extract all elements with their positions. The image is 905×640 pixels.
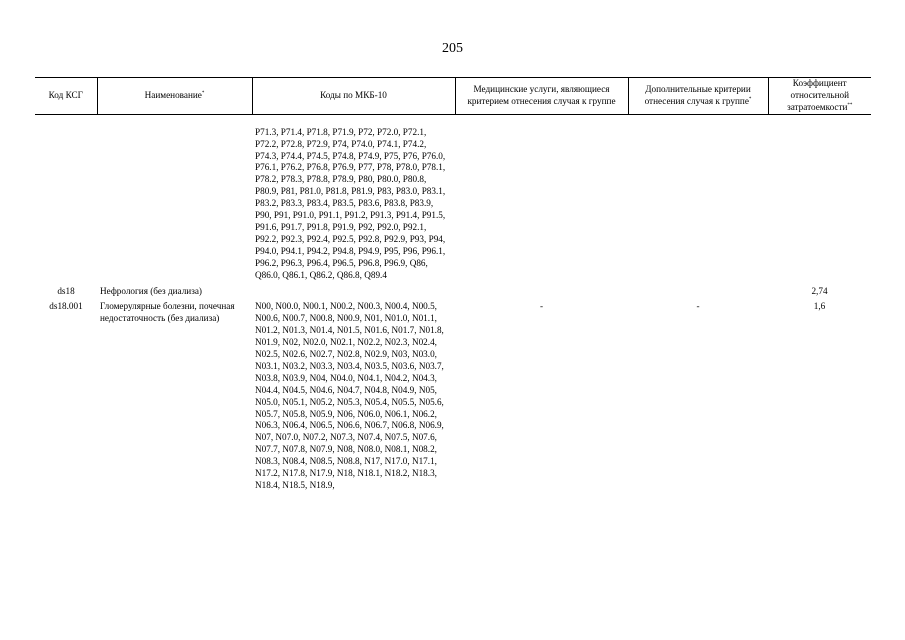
table-row [35, 297, 871, 492]
cell-code: ds18.001 [49, 301, 83, 312]
header-services: Медицинские услуги, являющиеся критерием отнесения случая к группе [455, 78, 628, 115]
header-mkb: Коды по МКБ-10 [252, 78, 455, 115]
header-additional-mark: * [748, 96, 752, 102]
header-name-mark: * [201, 90, 205, 96]
header-code: Код КСГ [35, 78, 97, 115]
ksg-table [35, 77, 871, 492]
cell-mkb [252, 282, 455, 298]
cell-coefficient [768, 114, 871, 281]
header-additional: Дополнительные критерии отнесения случая к группе* [628, 78, 768, 115]
cell-additional [628, 282, 768, 298]
cell-additional [628, 114, 768, 281]
mkb-codes: P71.3, P71.4, P71.8, P71.9, P72, P72.0, P72.1, P72.2, P72.8, P72.9, P74, P74.0, P74.1, P74.2, P74.3, P74.4, P74.5, P74.8, P74.9, P75, P76, P76.0, P76.1, P76.2, P76.8, P76.9, P77, P78, P78.0, P78.1, P78.2, P78.3, P78.8, P78.9, P80, P80.0, P80.8, P80.9, P81, P81.0, P81.8, P81.9, P83, P83.0, P83.1, P83.2, P83.3, P83.4, P83.5, P83.6, P83.8, P83.9, P90, P91, P91.0, P91.1, P91.2, P91.3, P91.4, P91.5, P91.6, P91.7, P91.8, P91.9, P92, P92.0, P92.1, P92.2, P92.3, P92.4, P92.5, P92.8, P92.9, P93, P94, P94.0, P94.1, P94.2, P94.8, P94.9, P95, P96, P96.1, P96.2, P96.3, P96.4, P96.5, P96.8, P96.9, Q86, Q86.0, Q86.1, Q86.2, Q86.8, Q89.4 [255, 126, 446, 280]
header-coefficient: Коэффициент относительной затратоемкости** [768, 78, 871, 115]
cell-name: Нефрология (без диализа) [100, 285, 202, 296]
table-row [35, 282, 871, 298]
cell-mkb: N00, N00.0, N00.1, N00.2, N00.3, N00.4, N00.5, N00.6, N00.7, N00.8, N00.9, N01, N01.0, N01.1, N01.2, N01.3, N01.4, N01.5, N01.6, N01.7, N01.8, N01.9, N02, N02.0, N02.1, N02.2, N02.3, N02.4, N02.5, N02.6, N02.7, N02.8, N02.9, N03, N03.0, N03.1, N03.2, N03.3, N03.4, N03.5, N03.6, N03.7, N03.8, N03.9, N04, N04.0, N04.1, N04.2, N04.3, N04.4, N04.5, N04.6, N04.7, N04.8, N04.9, N05, N05.0, N05.1, N05.2, N05.3, N05.4, N05.5, N05.6, N05.7, N05.8, N05.9, N06, N06.0, N06.1, N06.2, N06.3, N06.4, N06.5, N06.6, N06.7, N06.8, N06.9, N07, N07.0, N07.2, N07.3, N07.4, N07.5, N07.6, N07.7, N07.8, N07.9, N08, N08.0, N08.1, N08.2, N08.3, N08.4, N08.5, N08.8, N17, N17.0, N17.1, N17.2, N17.8, N17.9, N18, N18.1, N18.2, N18.3, N18.4, N18.5, N18.9, [255, 301, 444, 490]
page-number: 205 [442, 41, 463, 56]
table-row [35, 114, 871, 281]
table-header-row [35, 78, 871, 115]
cell-additional: - [696, 301, 700, 312]
cell-coefficient: 1,6 [813, 301, 826, 312]
cell-code: ds18 [57, 285, 75, 296]
header-coefficient-mark: ** [847, 102, 853, 108]
cell-services [455, 114, 628, 281]
cell-mkb [252, 114, 455, 281]
cell-name [97, 114, 252, 281]
cell-code [35, 114, 97, 281]
cell-coefficient: 2,74 [811, 285, 828, 296]
cell-services: - [539, 301, 544, 312]
header-name: Наименование* [97, 78, 252, 115]
cell-services [455, 282, 628, 298]
cell-name: Гломерулярные болезни, почечная недостаточность (без диализа) [100, 301, 235, 324]
